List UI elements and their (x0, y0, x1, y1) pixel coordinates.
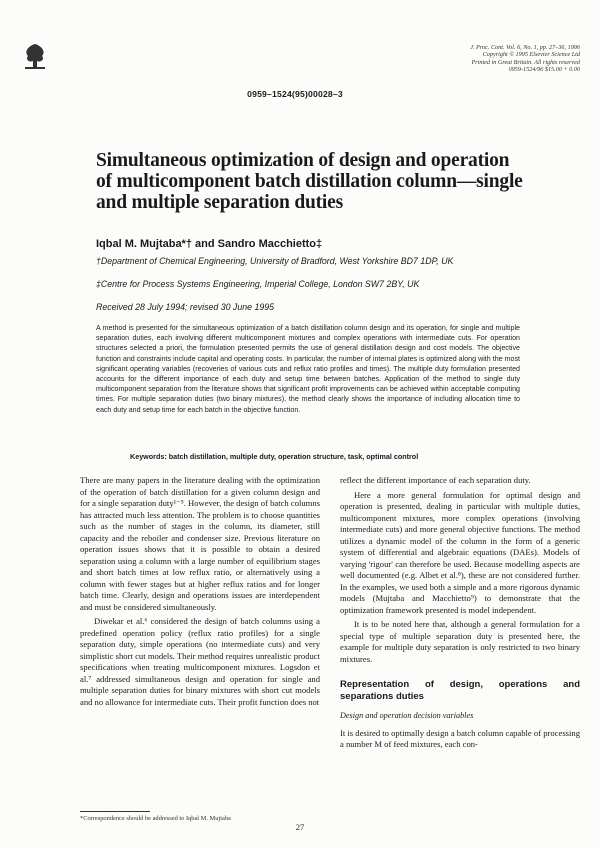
body-paragraph: It is to be noted here that, although a general formulation for a special type of multiple separation duty is presented here, the example for multiple duty separation is only restricted to two binary mixtures. (340, 619, 580, 664)
body-paragraph: reflect the different importance of each separation duty. (340, 475, 531, 485)
author-list: Iqbal M. Mujtaba*† and Sandro Macchietto‡ (96, 238, 323, 250)
right-column (340, 475, 580, 751)
journal-citation (400, 44, 580, 74)
subsection-heading: Design and operation decision variables (340, 711, 474, 720)
pii-code: 0959–1524(95)00028–3 (247, 89, 343, 99)
body-paragraph: Diwekar et al.⁶ considered the design of batch columns using a predefined operation policy (reflux ratio profiles) for a single separation duty, simple operations (no intermediate cuts) and very simplistic short cut models. Their method requires unrealistic product specifications when treating multicomponent mixtures. Logsdon et al.⁷ addressed simultaneous design and operation for single and multiple separation duties for binary mixtures with short cut models and no allowance for intermediate cuts. Their profit function does not (80, 616, 320, 707)
footnote-divider (80, 811, 150, 812)
copyright-line: Copyright © 1995 Elsevier Science Ltd (482, 51, 580, 59)
footnote: *Correspondence should be addressed to Iqbal M. Mujtaba (80, 815, 231, 822)
section-heading: Representation of design, operations and separations duties (340, 679, 580, 702)
paper-title: Simultaneous optimization of design and operation of multicomponent batch distillation column—single and multiple separation duties (96, 150, 523, 213)
printed-line: Printed in Great Britain. All rights reserved (471, 58, 580, 66)
journal-line: J. Proc. Cont. Vol. 6, No. 1, pp. 27–36, 1996 (470, 44, 580, 51)
abstract: A method is presented for the simultaneous optimization of a batch distillation column design and its operation, for single and multiple separation duties, each involving different multicomponent mixtures and complex operations with intermediate cuts. For operation structures selected a priori, the formulation presented permits the use of general distillation design and cost models. The objective function and constraints include capital and operating costs. In particular, the number of internal plates is optimized along with the most significant operating variables (recoveries of various cuts and reflux ratio profiles and times). The multiple duty formulation presented accounts for the different importance of each duty and setup time between batches. Application of the method to single duty multicomponent separation from the literature shows that significant profit improvements can be achieved within acceptable computing times. For multiple separation duties (two binary mixtures), the method clearly shows the importance of including allocation time to each duty and setup time for each batch in the objective function. (96, 324, 520, 414)
body-paragraph: Here a more general formulation for optimal design and operation is presented, dealing in particular with multiple duties, multicomponent mixtures, more complex operations (involving intermediate cuts) and more general objective functions. The method utilizes a dynamic model of the column in the form of a generic system of differential and algebraic equations (DAEs). Models of varying 'rigour' can therefore be used. Because modelling aspects are well documented (e.g. Albet et al.⁸), these are not considered further. In the examples, we used both a simple and a more rigorous dynamic models (Mujtaba and Macchietto⁹) to demonstrate that the optimization framework presented is model independent. (340, 489, 580, 615)
keywords: Keywords: batch distillation, multiple duty, operation structure, task, optimal control (130, 452, 419, 461)
affiliation-imperial: ‡Centre for Process Systems Engineering, Imperial College, London SW7 2BY, UK (96, 279, 420, 289)
price-line: 0959-1524/96 $15.00 + 0.00 (508, 66, 580, 74)
publisher-logo (20, 40, 50, 72)
body-paragraph: There are many papers in the literature dealing with the optimization of the operation of batch distillation for a given column design and for a single separation duty¹⁻⁵. However, the design of batch columns has attracted much less attention. The problem is to choose quantities such as the number of stages in the column, its diameter, still capacity and the reboiler and condenser size. Previous literature on operation issues shows that it is possible to obtain a desired separation using a column with a large number of equilibrium stages and short batch times at low reflux ratio, or alternatively using a column with fewer stages but at higher reflux ratios and for longer batch time. Clearly, design and operations issues are interdependent and must be considered simultaneously. (80, 475, 320, 612)
received-dates: Received 28 July 1994; revised 30 June 1995 (96, 302, 275, 312)
left-column (80, 475, 320, 708)
affiliation-bradford: †Department of Chemical Engineering, University of Bradford, West Yorkshire BD7 1DP, UK (96, 256, 454, 266)
body-paragraph: It is desired to optimally design a batch column capable of processing a number M of feed mixtures, each con- (340, 727, 580, 749)
elsevier-tree-icon (20, 40, 50, 72)
page-number: 27 (295, 822, 305, 832)
